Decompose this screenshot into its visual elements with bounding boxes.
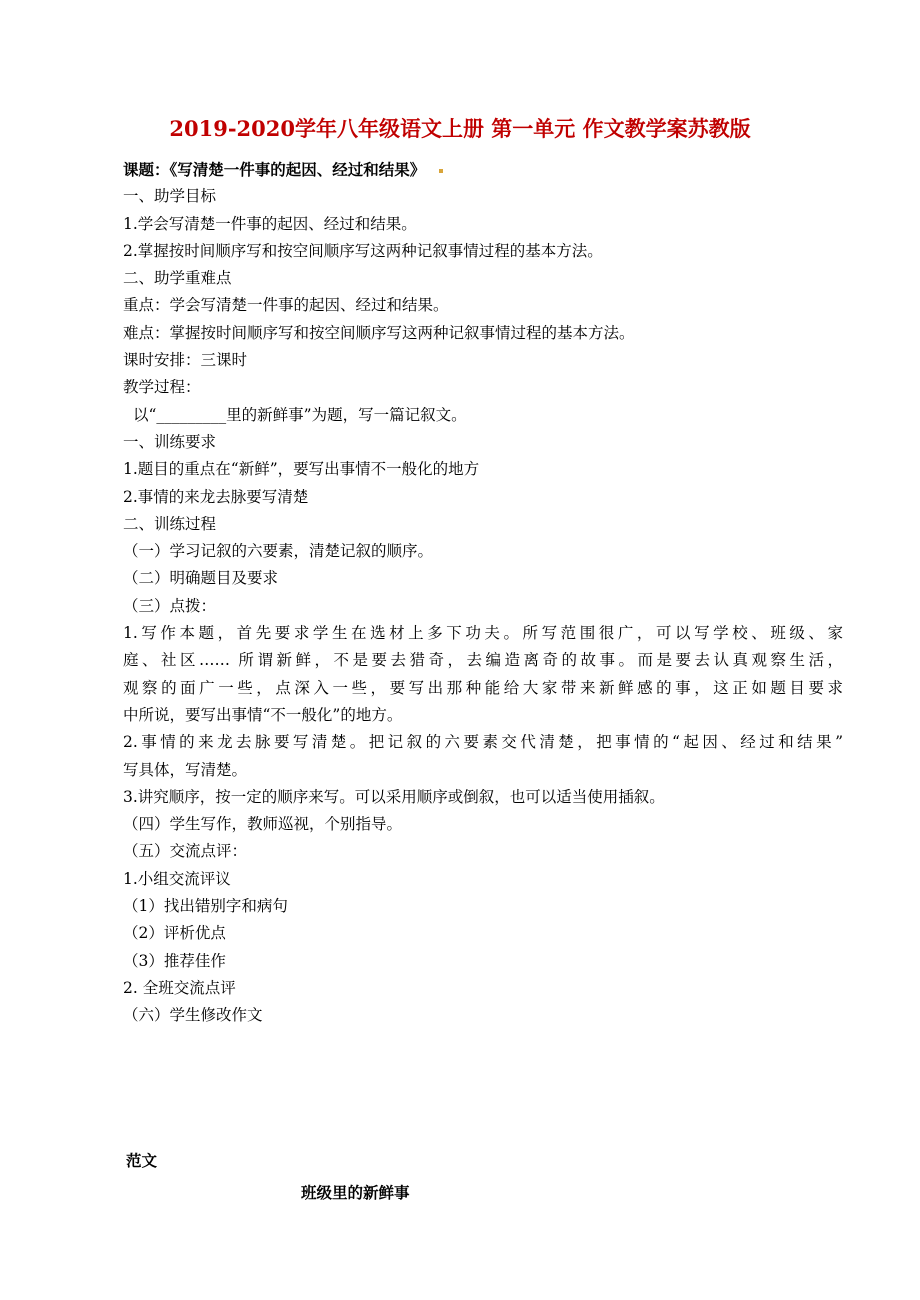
text-line: 二、训练过程	[123, 514, 217, 533]
text-line: （六）学生修改作文	[123, 1006, 263, 1025]
text-line: （2）评析优点	[123, 924, 226, 943]
text-line: 2.掌握按时间顺序写和按空间顺序写这两种记叙事情过程的基本方法。	[123, 241, 603, 260]
text-line: 教学过程：	[123, 378, 201, 397]
model-essay-label: 范文	[126, 1151, 158, 1170]
text-line: 一、助学目标	[123, 187, 217, 206]
essay-title: 班级里的新鲜事	[301, 1183, 410, 1202]
text-line: 以“_________里的新鲜事”为题，写一篇记叙文。	[133, 405, 467, 424]
text-line: 观察的面广一些，点深入一些，要写出那种能给大家带来新鲜感的事，这正如题目要求	[123, 678, 843, 697]
text-line: 2.事情的来龙去脉要写清楚。把记叙的六要素交代清楚，把事情的“起因、经过和结果”	[123, 733, 843, 752]
text-line: 1.写作本题，首先要求学生在选材上多下功夫。所写范围很广，可以写学校、班级、家	[123, 624, 843, 643]
text-line: 1.题目的重点在“新鲜”，要写出事情不一般化的地方	[123, 460, 480, 479]
marker-dot-icon	[439, 169, 443, 173]
text-line: 二、助学重难点	[123, 269, 232, 288]
text-line: （一）学习记叙的六要素，清楚记叙的顺序。	[123, 542, 434, 561]
text-line: （1）找出错别字和病句	[123, 897, 288, 916]
text-line: 3.讲究顺序，按一定的顺序来写。可以采用顺序或倒叙，也可以适当使用插叙。	[123, 787, 665, 806]
text-line: 重点：学会写清楚一件事的起因、经过和结果。	[123, 296, 449, 315]
lesson-title-line	[123, 156, 843, 183]
document-title: 2019-2020学年八年级语文上册 第一单元 作文教学案苏教版	[169, 116, 751, 141]
text-line: 一、训练要求	[123, 432, 217, 451]
document-body	[123, 156, 843, 1030]
text-line: 中所说，要写出事情“不一般化”的地方。	[123, 705, 403, 724]
text-line: （三）点拨：	[123, 596, 217, 615]
text-line: （3）推荐佳作	[123, 951, 226, 970]
text-line: 庭、社区…… 所谓新鲜，不是要去猎奇，去编造离奇的故事。而是要去认真观察生活，	[123, 651, 843, 670]
text-line: （四）学生写作，教师巡视，个别指导。	[123, 815, 403, 834]
text-line: （二）明确题目及要求	[123, 569, 279, 588]
text-line: 课时安排：三课时	[123, 351, 248, 370]
text-line: 难点：掌握按时间顺序写和按空间顺序写这两种记叙事情过程的基本方法。	[123, 323, 635, 342]
text-line: 写具体，写清楚。	[123, 760, 248, 779]
text-line: 2. 全班交流点评	[123, 978, 236, 997]
text-line: （五）交流点评：	[123, 842, 248, 861]
text-line: 1.学会写清楚一件事的起因、经过和结果。	[123, 214, 417, 233]
text-line: 1.小组交流评议	[123, 869, 231, 888]
lesson-title: 课题：《写清楚一件事的起因、经过和结果》	[123, 160, 426, 179]
text-line: 2.事情的来龙去脉要写清楚	[123, 487, 309, 506]
